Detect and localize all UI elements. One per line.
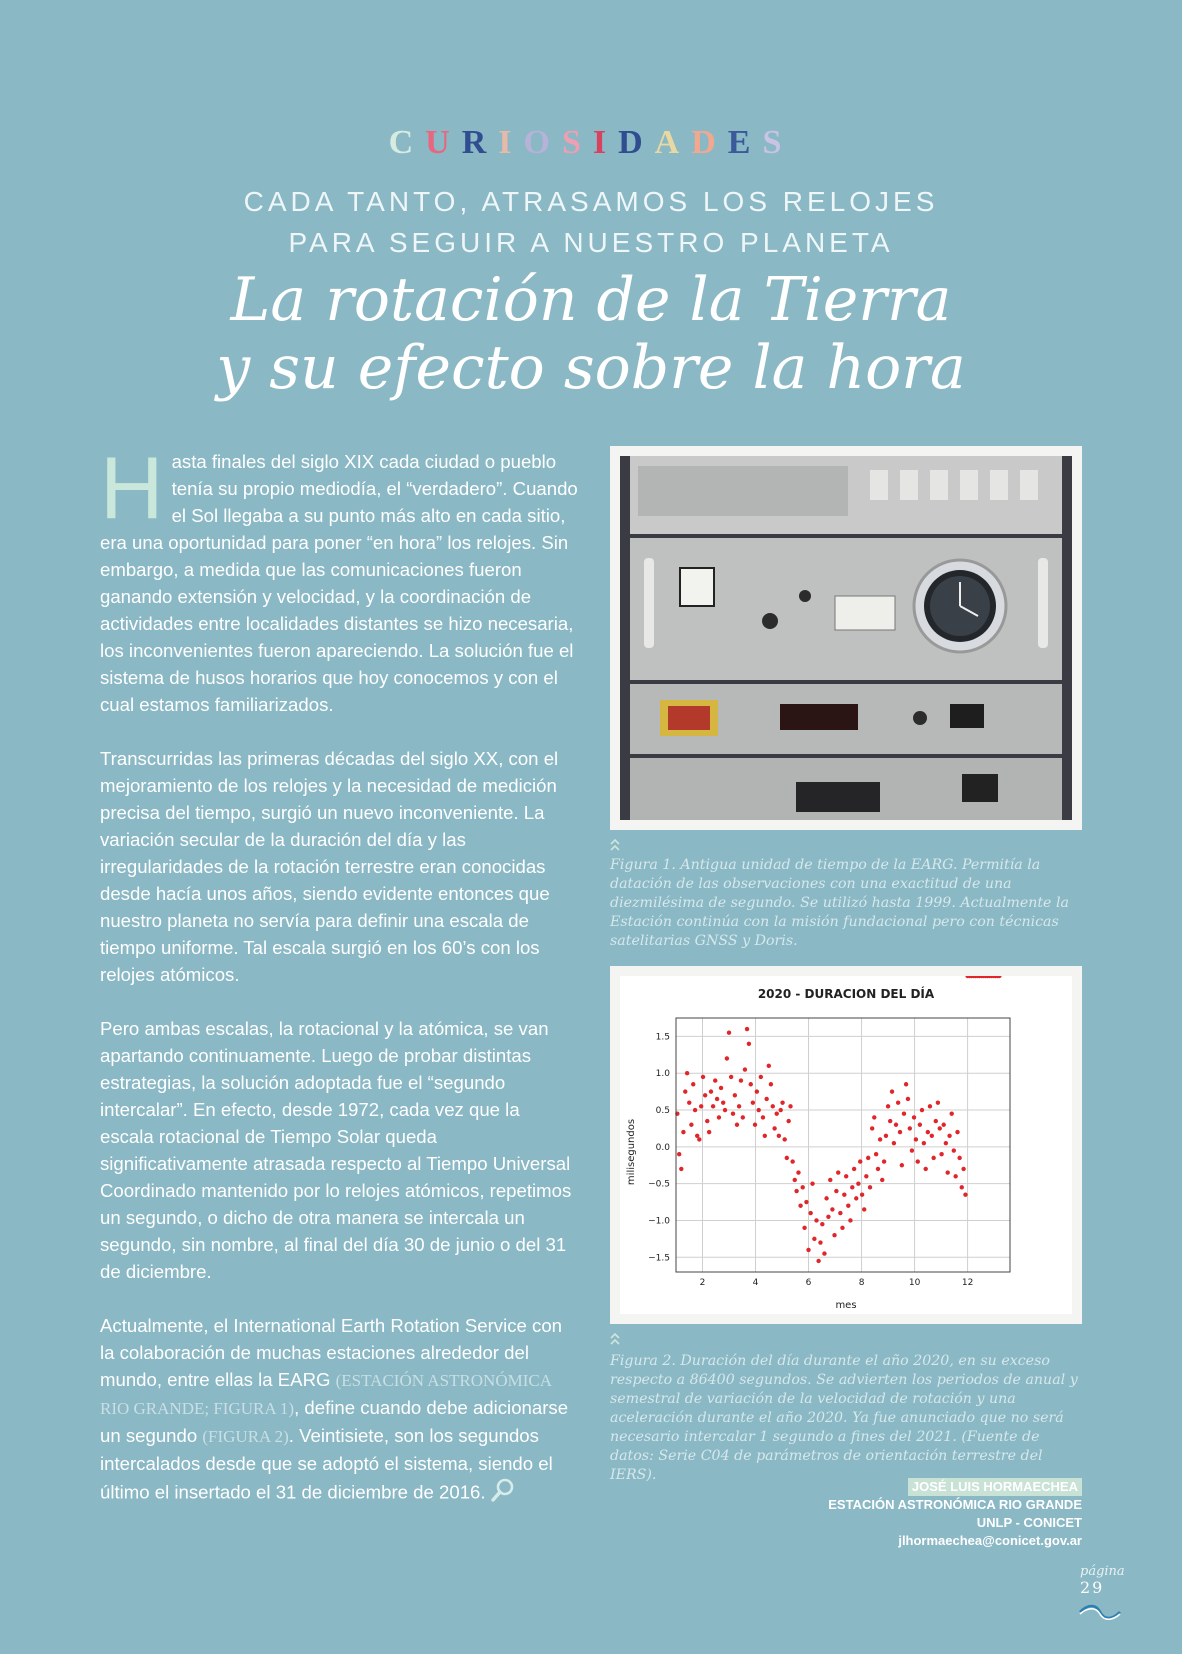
y-tick-label: 0.0 [655,1142,670,1153]
data-point [683,1089,687,1093]
data-point [856,1181,860,1185]
section-letter: R [461,124,499,161]
data-point [854,1196,858,1200]
magnifier-icon [490,1477,516,1510]
page-number: 29 [1080,1578,1105,1597]
wave-logo-icon [1078,1604,1122,1625]
figure-1-frame [610,446,1082,830]
x-tick-label: 2 [699,1278,706,1288]
data-point [794,1189,798,1193]
kicker-line-1: CADA TANTO, ATRASAMOS LOS RELOJES [243,186,939,217]
data-point [846,1204,850,1208]
data-point [801,1185,805,1189]
data-point [892,1141,896,1145]
section-letter: O [523,124,562,161]
data-point [764,1097,768,1101]
paragraph-1 [100,438,578,718]
x-tick-label: 6 [805,1278,812,1288]
data-point [914,1137,918,1141]
data-point [952,1148,956,1152]
figure-2-caption: Figura 2. Duración del día durante el año 2020, en su exceso respecto a 86400 segundos. Se advierten los periodos de anual y semestral de variación de la velocidad de rotación y una aceleración durante el año 2020. Ya fue anunciado que no será necesario intercalar 1 segundo a fines del 2021. (Fuente de datos: Serie C04 de parámetros de orientación terrestre del IERS). [610,1353,1078,1483]
data-point [942,1123,946,1127]
data-point [953,1174,957,1178]
data-point [816,1259,820,1263]
data-point [888,1119,892,1123]
data-point [751,1100,755,1104]
data-point [804,1200,808,1204]
data-point [904,1082,908,1086]
data-point [699,1104,703,1108]
data-point [838,1211,842,1215]
x-tick-label: 12 [961,1278,974,1288]
data-point [938,1126,942,1130]
section-letter: I [498,124,524,161]
data-point [880,1178,884,1182]
data-point [820,1222,824,1226]
data-point [832,1233,836,1237]
data-point [782,1137,786,1141]
data-point [949,1112,953,1116]
day-length-chart [620,976,1072,1314]
data-point [779,1108,783,1112]
data-point [868,1185,872,1189]
data-point [906,1097,910,1101]
data-point [930,1134,934,1138]
section-letter: D [691,124,728,161]
data-point [772,1126,776,1130]
data-point [814,1218,818,1222]
author-block [828,1478,1082,1550]
x-axis-label: mes [835,1300,857,1311]
data-point [896,1100,900,1104]
data-point [884,1134,888,1138]
paragraph-3: Pero ambas escalas, la rotacional y la atómica, se van apartando continuamente. Luego de probar distintas estrategias, la solución adoptada fue el “segundo intercalar”. En efecto, desde 1972, cada vez que la escala rotacional de Tiempo Solar queda significativamente atrasada respecto al Tiempo Universal Coordinado mantenido por lo relojes atómicos, repetimos un segundo, o dicho de otra manera se intercala un segundo, sin nombre, al final del día 30 de junio o del 31 de diciembre. [100,1018,572,1282]
y-tick-label: 1.0 [655,1069,670,1080]
author-email: jlhormaechea@conicet.gov.ar [898,1533,1082,1548]
data-point [767,1064,771,1068]
data-point [834,1189,838,1193]
data-point [785,1156,789,1160]
data-point [793,1178,797,1182]
data-point [755,1089,759,1093]
data-point [916,1159,920,1163]
data-point [780,1100,784,1104]
data-point [737,1104,741,1108]
x-tick-label: 10 [908,1278,921,1288]
data-point [852,1167,856,1171]
data-point [920,1108,924,1112]
data-point [810,1181,814,1185]
data-point [771,1104,775,1108]
data-point [960,1185,964,1189]
data-point [717,1115,721,1119]
data-point [957,1156,961,1160]
data-point [898,1130,902,1134]
data-point [872,1115,876,1119]
data-point [777,1134,781,1138]
data-point [840,1226,844,1230]
figure-1-reference: (ESTACIÓN ASTRONÓMICA RIO GRANDE; FIGURA 1) [100,1371,552,1418]
data-point [842,1192,846,1196]
data-point [759,1075,763,1079]
data-point [886,1104,890,1108]
section-letter: I [592,124,619,161]
section-letter: U [425,124,462,161]
data-point [931,1156,935,1160]
data-point [723,1108,727,1112]
x-tick-label: 8 [858,1278,865,1288]
data-point [808,1211,812,1215]
y-tick-label: 0.5 [655,1106,670,1117]
data-point [926,1130,930,1134]
data-point [830,1207,834,1211]
y-tick-label: −0.5 [648,1179,670,1190]
data-point [848,1218,852,1222]
data-point [918,1123,922,1127]
data-point [939,1152,943,1156]
data-point [715,1097,719,1101]
data-point [876,1167,880,1171]
data-point [858,1159,862,1163]
data-point [719,1086,723,1090]
data-point [761,1115,765,1119]
caption-1-arrow-icon [610,838,620,857]
data-point [900,1163,904,1167]
paragraph-4-text-c: . Veintisiete, son los segundos intercalados desde que se adoptó el sistema, siendo el último el insertado el 31 de diciembre de 2016. [100,1425,553,1503]
data-point [812,1237,816,1241]
data-point [806,1248,810,1252]
author-name: JOSÉ LUIS HORMAECHEA [908,1478,1082,1496]
data-point [822,1251,826,1255]
data-point [934,1119,938,1123]
data-point [836,1170,840,1174]
data-point [828,1178,832,1182]
page-label: página [1080,1564,1125,1579]
data-point [743,1067,747,1071]
section-letter: D [618,124,655,161]
data-point [679,1167,683,1171]
data-point [860,1192,864,1196]
data-point [721,1100,725,1104]
y-tick-label: 1.5 [655,1032,670,1043]
article-body [100,438,578,1537]
data-point [818,1240,822,1244]
data-point [695,1134,699,1138]
data-point [866,1156,870,1160]
data-point [912,1115,916,1119]
data-point [681,1130,685,1134]
article-title-line-2: y su efecto sobre la hora [216,333,966,403]
data-point [701,1075,705,1079]
paragraph-1-text: asta finales del siglo XIX cada ciudad o pueblo tenía su propio mediodía, el “verdadero”. Cuando el Sol llegaba a su punto más alto en cada sitio, era una oportunidad para poner “en hora” los relojes. Sin embargo, a medida que las comunicaciones fueron ganando extensión y velocidad, y la coordinación de actividades entre localidades distantes se hizo necesaria, los inconvenientes fueron apareciendo. La solución fue el sistema de husos horarios que hoy conocemos y con el cual estamos familiarizados. [100,451,578,715]
data-point [878,1137,882,1141]
data-point [864,1174,868,1178]
chart-title: 2020 - DURACION DEL DÍA [757,987,935,1001]
data-point [689,1123,693,1127]
y-axis-label: milisegundos [626,1118,637,1186]
data-point [802,1226,806,1230]
author-affiliation-2: UNLP - CONICET [976,1515,1082,1530]
data-point [798,1204,802,1208]
data-point [733,1093,737,1097]
data-point [763,1134,767,1138]
section-label [0,124,1182,162]
paragraph-2: Transcurridas las primeras décadas del siglo XX, con el mejoramiento de los relojes y la necesidad de medición precisa del tiempo, surgió un nuevo inconveniente. La variación secular de la duración del día y las irregularidades de la rotación terrestre eran conocidas desde hacía unos años, siendo evidente entonces que nuestro planeta no servía para definir una escala de tiempo uniforme. Tal escala surgió en los 60’s con los relojes atómicos. [100,748,559,985]
data-point [703,1093,707,1097]
data-point [711,1104,715,1108]
y-tick-label: −1.5 [648,1253,670,1264]
data-point [705,1119,709,1123]
data-point [790,1159,794,1163]
data-point [874,1152,878,1156]
kicker-line-2: PARA SEGUIR A NUESTRO PLANETA [288,227,894,258]
data-point [707,1130,711,1134]
section-letter: E [727,124,763,161]
section-letter: C [388,124,426,161]
y-tick-label: −1.0 [648,1216,670,1227]
data-point [727,1031,731,1035]
data-point [910,1148,914,1152]
data-point [963,1192,967,1196]
data-point [725,1056,729,1060]
data-point [955,1130,959,1134]
data-point [890,1089,894,1093]
paragraph-4-text-b: , define cuando debe adicionarse un segundo [100,1397,569,1446]
data-point [862,1207,866,1211]
drop-cap: H [100,438,164,537]
data-point [685,1071,689,1075]
data-point [796,1170,800,1174]
data-point [850,1185,854,1189]
data-point [788,1104,792,1108]
section-letter: S [561,124,593,161]
data-point [687,1100,691,1104]
data-point [747,1042,751,1046]
data-point [824,1196,828,1200]
data-point [775,1112,779,1116]
data-point [677,1152,681,1156]
data-point [713,1078,717,1082]
data-point [944,1141,948,1145]
caption-2-arrow-icon [610,1332,620,1351]
data-point [947,1134,951,1138]
data-point [693,1108,697,1112]
figure-2-reference: (FIGURA 2) [202,1427,289,1446]
data-point [902,1112,906,1116]
figure-1-caption: Figura 1. Antigua unidad de tiempo de la EARG. Permitía la datación de las observaciones con una exactitud de una diezmilésima de segundo. Se utilizó hasta 1999. Actualmente la Estación continúa con la misión fundacional pero con técnicas satelitarias GNSS y Doris. [610,857,1069,949]
data-point [908,1126,912,1130]
data-point [894,1123,898,1127]
data-point [844,1174,848,1178]
data-point [870,1126,874,1130]
data-point [735,1123,739,1127]
data-point [924,1167,928,1171]
section-letter: S [762,124,794,161]
data-point [826,1215,830,1219]
data-point [882,1159,886,1163]
author-affiliation-1: ESTACIÓN ASTRONÓMICA RIO GRANDE [828,1497,1082,1512]
data-point [922,1141,926,1145]
data-point [709,1089,713,1093]
article-title-line-1: La rotación de la Tierra [230,265,952,335]
data-point [749,1082,753,1086]
paragraph-4-text-a: Actualmente, el International Earth Rotation Service con la colaboración de muchas estaciones alrededor del mundo, entre ellas la EARG [100,1315,563,1390]
timing-unit-photo [620,456,1072,820]
section-letter: A [654,124,692,161]
data-point [691,1082,695,1086]
data-point [729,1075,733,1079]
data-point [928,1104,932,1108]
data-point [946,1170,950,1174]
paragraph-4 [100,1312,578,1510]
data-point [769,1082,773,1086]
x-tick-label: 4 [752,1278,759,1288]
data-point [786,1119,790,1123]
data-point [936,1100,940,1104]
data-point [745,1027,749,1031]
data-point [731,1112,735,1116]
data-point [961,1167,965,1171]
data-point [757,1108,761,1112]
data-point [741,1115,745,1119]
data-point [697,1137,701,1141]
data-point [753,1123,757,1127]
data-point [739,1078,743,1082]
figure-2-frame [610,966,1082,1324]
